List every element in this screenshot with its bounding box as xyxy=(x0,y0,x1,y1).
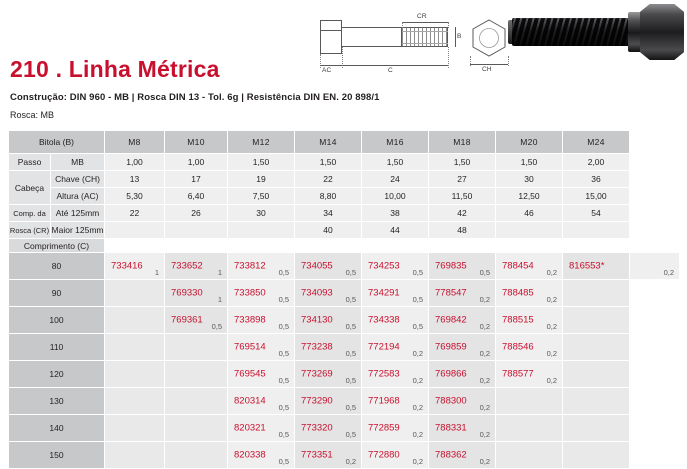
product-code: 772859 xyxy=(368,422,400,434)
product-code: 769330 xyxy=(171,287,203,299)
product-code: 773269 xyxy=(301,368,333,380)
table-row xyxy=(9,253,680,280)
bolt-head-shape xyxy=(320,20,342,54)
code-cell-150-m14[interactable] xyxy=(295,442,362,469)
code-cell-90-m12[interactable] xyxy=(228,280,295,307)
passo-m14: 1,50 xyxy=(295,154,362,171)
product-code: 788577 xyxy=(502,368,534,380)
bolt-photo xyxy=(512,4,684,62)
product-weight: 0,5 xyxy=(345,295,356,304)
product-weight: 0,5 xyxy=(345,322,356,331)
rosca-maior125-m24 xyxy=(563,222,630,239)
rosca-maior125-m10 xyxy=(165,222,228,239)
product-weight: 0,2 xyxy=(663,268,674,277)
header-size-m16: M16 xyxy=(362,131,429,154)
product-code: 788485 xyxy=(502,287,534,299)
spec-table xyxy=(8,130,680,469)
cr-dim-line xyxy=(402,22,448,23)
code-cell-100-m8[interactable] xyxy=(105,307,165,334)
table-row xyxy=(9,442,680,469)
product-weight: 0,2 xyxy=(412,430,423,439)
spec-row-passo xyxy=(9,154,680,171)
header-size-m12: M12 xyxy=(228,131,295,154)
product-code: 778547 xyxy=(435,287,467,299)
code-cell-150-m20[interactable] xyxy=(496,442,563,469)
code-cell-140-m18[interactable] xyxy=(429,415,496,442)
product-weight: 0,2 xyxy=(479,295,490,304)
code-cell-100-m20[interactable] xyxy=(496,307,563,334)
product-weight: 0,2 xyxy=(412,457,423,466)
rosca-ate125-m8: 22 xyxy=(105,205,165,222)
code-cell-110-m20[interactable] xyxy=(496,334,563,361)
code-cell-150-m18[interactable] xyxy=(429,442,496,469)
product-code: 773238 xyxy=(301,341,333,353)
product-code: 769842 xyxy=(435,314,467,326)
ac-dim-line xyxy=(320,65,342,66)
product-weight: 0,5 xyxy=(278,430,289,439)
code-cell-120-m14[interactable] xyxy=(295,361,362,388)
rosca-ate125-m10: 26 xyxy=(165,205,228,222)
product-weight: 0,2 xyxy=(546,322,557,331)
product-weight: 0,2 xyxy=(479,349,490,358)
table-row xyxy=(9,307,680,334)
spec-sub-ate125: Até 125mm xyxy=(51,205,105,222)
rosca-ate125-m18: 42 xyxy=(429,205,496,222)
code-cell-100-m14[interactable] xyxy=(295,307,362,334)
spec-spacer-3 xyxy=(630,188,680,205)
spec-spacer-2 xyxy=(630,171,680,188)
chave-m16: 24 xyxy=(362,171,429,188)
product-weight: 0,2 xyxy=(412,376,423,385)
passo-m10: 1,00 xyxy=(165,154,228,171)
chave-m10: 17 xyxy=(165,171,228,188)
code-cell-150-m12[interactable] xyxy=(228,442,295,469)
spec-table-wrapper xyxy=(8,130,679,469)
product-weight: 0,2 xyxy=(479,322,490,331)
rosca-ate125-m24: 54 xyxy=(563,205,630,222)
product-weight: 0,5 xyxy=(278,349,289,358)
altura-m20: 12,50 xyxy=(496,188,563,205)
code-cell-120-m8[interactable] xyxy=(105,361,165,388)
product-weight: 0,2 xyxy=(546,376,557,385)
c-ext-right xyxy=(448,47,449,68)
product-code: 772880 xyxy=(368,449,400,461)
product-code: 820338 xyxy=(234,449,266,461)
product-weight: 0,2 xyxy=(546,268,557,277)
product-weight: 0,5 xyxy=(412,268,423,277)
product-code: 773290 xyxy=(301,395,333,407)
cr-ext-left xyxy=(402,22,403,28)
rosca-maior125-m20 xyxy=(496,222,563,239)
row-spacer-90 xyxy=(630,280,680,307)
passo-m24: 2,00 xyxy=(563,154,630,171)
spec-group-comp-rosca-1: Comp. da xyxy=(9,205,51,222)
code-cell-100-m24[interactable] xyxy=(563,307,630,334)
spec-row-rosca-ate125 xyxy=(9,205,680,222)
bolt-thread-line-top xyxy=(402,31,448,32)
spec-group-cabeca: Cabeça xyxy=(9,171,51,205)
product-weight: 0,2 xyxy=(479,430,490,439)
product-code: 734093 xyxy=(301,287,333,299)
passo-m8: 1,00 xyxy=(105,154,165,171)
altura-m24: 15,00 xyxy=(563,188,630,205)
table-row xyxy=(9,280,680,307)
code-cell-110-m16[interactable] xyxy=(362,334,429,361)
code-cell-110-m18[interactable] xyxy=(429,334,496,361)
product-code: 769361 xyxy=(171,314,203,326)
altura-m18: 11,50 xyxy=(429,188,496,205)
code-cell-100-m12[interactable] xyxy=(228,307,295,334)
code-cell-150-m8[interactable] xyxy=(105,442,165,469)
rosca-ate125-m14: 34 xyxy=(295,205,362,222)
altura-m12: 7,50 xyxy=(228,188,295,205)
rosca-ate125-m20: 46 xyxy=(496,205,563,222)
product-weight: 0,5 xyxy=(278,403,289,412)
header-size-m10: M10 xyxy=(165,131,228,154)
code-cell-90-m24[interactable] xyxy=(563,280,630,307)
product-code: 788515 xyxy=(502,314,534,326)
page-title: 210 . Linha Métrica xyxy=(10,56,220,82)
dim-label-c: C xyxy=(388,67,393,74)
header-size-m24: M24 xyxy=(563,131,630,154)
code-cell-80-m24[interactable] xyxy=(563,253,630,280)
code-cell-120-m18[interactable] xyxy=(429,361,496,388)
rosca-label: Rosca: MB xyxy=(10,110,55,120)
code-cell-130-m10[interactable] xyxy=(165,388,228,415)
code-cell-140-m8[interactable] xyxy=(105,415,165,442)
length-value-140: 140 xyxy=(9,415,105,442)
altura-m14: 8,80 xyxy=(295,188,362,205)
code-cell-120-m16[interactable] xyxy=(362,361,429,388)
table-row xyxy=(9,388,680,415)
chave-m8: 13 xyxy=(105,171,165,188)
bolt-head-chamfer-line xyxy=(320,30,342,31)
passo-m20: 1,50 xyxy=(496,154,563,171)
code-cell-140-m20[interactable] xyxy=(496,415,563,442)
row-spacer-100 xyxy=(630,307,680,334)
product-code: 788331 xyxy=(435,422,467,434)
ch-ext-right xyxy=(508,56,509,66)
product-weight: 0,5 xyxy=(412,322,423,331)
code-cell-90-m18[interactable] xyxy=(429,280,496,307)
row-spacer-110 xyxy=(630,334,680,361)
product-code: 734055 xyxy=(301,260,333,272)
code-cell-80-m16[interactable] xyxy=(362,253,429,280)
ch-dim-line xyxy=(470,64,508,65)
product-weight: 0,2 xyxy=(479,376,490,385)
code-cell-80-m14[interactable] xyxy=(295,253,362,280)
product-code: 788362 xyxy=(435,449,467,461)
header-size-m8: M8 xyxy=(105,131,165,154)
product-weight: 0,2 xyxy=(412,403,423,412)
ch-ext-left xyxy=(470,56,471,66)
bolt-thread-line-bottom xyxy=(402,43,448,44)
rosca-maior125-m12 xyxy=(228,222,295,239)
code-cell-130-m8[interactable] xyxy=(105,388,165,415)
table-row xyxy=(9,334,680,361)
product-code: 773320 xyxy=(301,422,333,434)
code-cell-140-m16[interactable] xyxy=(362,415,429,442)
length-value-110: 110 xyxy=(9,334,105,361)
rosca-maior125-m16: 44 xyxy=(362,222,429,239)
bolt-photo-thread xyxy=(512,18,630,46)
code-cell-110-m12[interactable] xyxy=(228,334,295,361)
product-code: 773351 xyxy=(301,449,333,461)
product-weight: 0,2 xyxy=(479,457,490,466)
rosca-ate125-m16: 38 xyxy=(362,205,429,222)
altura-m10: 6,40 xyxy=(165,188,228,205)
product-code: 733812 xyxy=(234,260,266,272)
passo-m12: 1,50 xyxy=(228,154,295,171)
length-header-label: Comprimento (C) xyxy=(9,239,105,253)
code-cell-80-m8[interactable] xyxy=(105,253,165,280)
product-weight: 0,5 xyxy=(345,403,356,412)
header-size-m14: M14 xyxy=(295,131,362,154)
rosca-ate125-m12: 30 xyxy=(228,205,295,222)
code-cell-140-m14[interactable] xyxy=(295,415,362,442)
product-code: 820321 xyxy=(234,422,266,434)
code-cell-110-m10[interactable] xyxy=(165,334,228,361)
chave-m24: 36 xyxy=(563,171,630,188)
product-code: 816553* xyxy=(569,260,605,272)
code-cell-100-m18[interactable] xyxy=(429,307,496,334)
code-cell-100-m10[interactable] xyxy=(165,307,228,334)
cr-ext-right xyxy=(448,22,449,28)
code-cell-90-m8[interactable] xyxy=(105,280,165,307)
product-code: 769859 xyxy=(435,341,467,353)
code-cell-90-m20[interactable] xyxy=(496,280,563,307)
product-code: 771968 xyxy=(368,395,400,407)
code-cell-110-m8[interactable] xyxy=(105,334,165,361)
product-weight: 0,5 xyxy=(278,457,289,466)
row-spacer-120 xyxy=(630,361,680,388)
code-cell-130-m12[interactable] xyxy=(228,388,295,415)
product-code: 733850 xyxy=(234,287,266,299)
dim-label-ac: AC xyxy=(322,67,332,74)
b-dim-line xyxy=(455,27,456,47)
product-weight: 0,5 xyxy=(278,322,289,331)
dim-label-cr: CR xyxy=(417,13,427,20)
chave-m14: 22 xyxy=(295,171,362,188)
product-code: 769545 xyxy=(234,368,266,380)
spec-spacer-4 xyxy=(630,205,680,222)
spec-row-rosca-maior125 xyxy=(9,222,680,239)
spec-spacer-1 xyxy=(630,154,680,171)
passo-m16: 1,50 xyxy=(362,154,429,171)
product-code: 733416 xyxy=(111,260,143,272)
page-subtitle: Construção: DIN 960 - MB | Rosca DIN 13 - Tol. 6g | Resistência DIN EN. 20 898/1 xyxy=(10,92,380,103)
product-weight: 1 xyxy=(217,268,222,277)
code-cell-90-m16[interactable] xyxy=(362,280,429,307)
product-weight: 0,2 xyxy=(479,403,490,412)
header-bitola: Bitola (B) xyxy=(9,131,105,154)
row-spacer-140 xyxy=(630,415,680,442)
code-cell-120-m24[interactable] xyxy=(563,361,630,388)
product-weight: 0,5 xyxy=(278,268,289,277)
product-weight: 0,5 xyxy=(412,295,423,304)
product-weight: 0,5 xyxy=(278,376,289,385)
product-code: 820314 xyxy=(234,395,266,407)
chave-m18: 27 xyxy=(429,171,496,188)
table-header-row xyxy=(9,131,680,154)
length-value-100: 100 xyxy=(9,307,105,334)
code-cell-150-m16[interactable] xyxy=(362,442,429,469)
product-code: 772583 xyxy=(368,368,400,380)
code-cell-130-m18[interactable] xyxy=(429,388,496,415)
code-cell-130-m24[interactable] xyxy=(563,388,630,415)
code-cell-110-m24[interactable] xyxy=(563,334,630,361)
code-cell-80-m10[interactable] xyxy=(165,253,228,280)
product-weight: 0,5 xyxy=(211,322,222,331)
product-code: 734338 xyxy=(368,314,400,326)
code-cell-140-m24[interactable] xyxy=(563,415,630,442)
header-spacer xyxy=(630,131,680,154)
length-value-90: 90 xyxy=(9,280,105,307)
code-cell-130-m20[interactable] xyxy=(496,388,563,415)
product-code: 769514 xyxy=(234,341,266,353)
product-code: 769835 xyxy=(435,260,467,272)
code-cell-120-m10[interactable] xyxy=(165,361,228,388)
product-weight: 0,2 xyxy=(345,457,356,466)
product-code: 788454 xyxy=(502,260,534,272)
length-value-130: 130 xyxy=(9,388,105,415)
product-weight: 0,5 xyxy=(345,376,356,385)
product-code: 733652 xyxy=(171,260,203,272)
row-spacer-130 xyxy=(630,388,680,415)
chave-m12: 19 xyxy=(228,171,295,188)
c-dim-line xyxy=(342,65,448,66)
header-size-m20: M20 xyxy=(496,131,563,154)
dim-label-b: B xyxy=(457,33,462,40)
code-cell-90-m10[interactable] xyxy=(165,280,228,307)
product-weight: 1 xyxy=(217,295,222,304)
bolt-photo-head xyxy=(640,4,684,60)
table-row xyxy=(9,415,680,442)
spec-group-comp-rosca-2: Rosca (CR) xyxy=(9,222,51,239)
code-cell-120-m20[interactable] xyxy=(496,361,563,388)
spec-row-altura xyxy=(9,188,680,205)
code-cell-80-m20[interactable] xyxy=(496,253,563,280)
dim-label-ch: CH xyxy=(482,66,492,73)
product-weight: 0,5 xyxy=(345,268,356,277)
length-value-150: 150 xyxy=(9,442,105,469)
code-cell-140-m10[interactable] xyxy=(165,415,228,442)
product-weight: 0,5 xyxy=(345,349,356,358)
product-code: 772194 xyxy=(368,341,400,353)
code-cell-80-m12[interactable] xyxy=(228,253,295,280)
length-header-spacer xyxy=(105,239,680,253)
row-spacer-150 xyxy=(630,442,680,469)
product-weight: 1 xyxy=(154,268,159,277)
header-size-m18: M18 xyxy=(429,131,496,154)
product-weight: 0,2 xyxy=(546,295,557,304)
altura-m8: 5,30 xyxy=(105,188,165,205)
product-code: 734291 xyxy=(368,287,400,299)
product-weight: 0,5 xyxy=(479,268,490,277)
code-cell-150-m10[interactable] xyxy=(165,442,228,469)
spec-sub-altura: Altura (AC) xyxy=(51,188,105,205)
code-cell-120-m12[interactable] xyxy=(228,361,295,388)
spec-spacer-5 xyxy=(630,222,680,239)
product-code: 734130 xyxy=(301,314,333,326)
rosca-maior125-m8 xyxy=(105,222,165,239)
code-cell-80-m18[interactable] xyxy=(429,253,496,280)
chave-m20: 30 xyxy=(496,171,563,188)
code-cell-130-m14[interactable] xyxy=(295,388,362,415)
product-code: 788546 xyxy=(502,341,534,353)
bolt-side-view-drawing xyxy=(316,8,464,78)
table-row xyxy=(9,361,680,388)
code-cell-110-m14[interactable] xyxy=(295,334,362,361)
bolt-shank-shape xyxy=(342,27,402,47)
spec-row-chave xyxy=(9,171,680,188)
product-weight: 0,2 xyxy=(546,349,557,358)
length-value-120: 120 xyxy=(9,361,105,388)
spec-sub-passo: MB xyxy=(51,154,105,171)
code-cell-150-m24[interactable] xyxy=(563,442,630,469)
code-cell-130-m16[interactable] xyxy=(362,388,429,415)
code-cell-100-m16[interactable] xyxy=(362,307,429,334)
rosca-maior125-m18: 48 xyxy=(429,222,496,239)
spec-group-passo: Passo xyxy=(9,154,51,171)
altura-m16: 10,00 xyxy=(362,188,429,205)
product-code: 733898 xyxy=(234,314,266,326)
code-cell-90-m14[interactable] xyxy=(295,280,362,307)
spec-sub-maior125: Maior 125mm xyxy=(51,222,105,239)
bolt-thread-shape xyxy=(402,27,448,47)
spec-sub-chave: Chave (CH) xyxy=(51,171,105,188)
product-weight: 0,5 xyxy=(278,295,289,304)
hexagon-icon xyxy=(470,18,508,58)
rosca-maior125-m14: 40 xyxy=(295,222,362,239)
product-weight: 0,5 xyxy=(345,430,356,439)
length-header-row xyxy=(9,239,680,253)
product-code: 788300 xyxy=(435,395,467,407)
product-weight: 0,2 xyxy=(412,349,423,358)
product-code: 734253 xyxy=(368,260,400,272)
code-cell-80-extra[interactable] xyxy=(630,253,680,280)
passo-m18: 1,50 xyxy=(429,154,496,171)
length-value-80: 80 xyxy=(9,253,105,280)
code-cell-140-m12[interactable] xyxy=(228,415,295,442)
product-code: 769866 xyxy=(435,368,467,380)
